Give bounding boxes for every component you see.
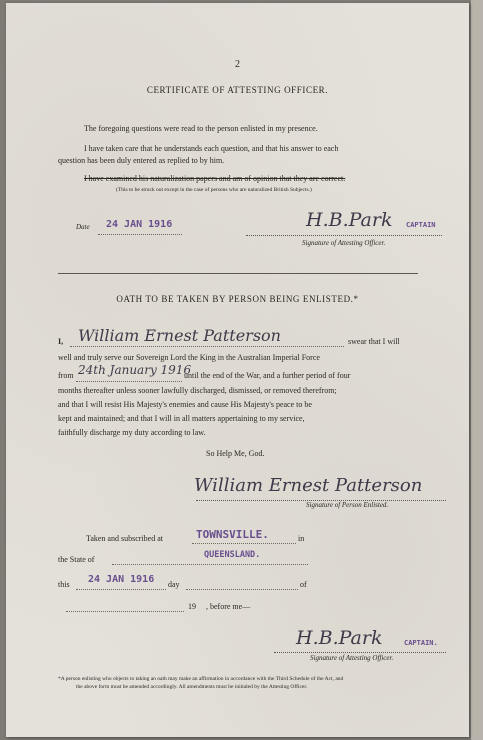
of-label: of <box>300 580 307 589</box>
oath-line-1-end: swear that I will <box>348 337 400 346</box>
oath-title: OATH TO BE TAKEN BY PERSON BEING ENLISTED.* <box>116 294 359 304</box>
year-prefix: 19 <box>188 602 196 611</box>
officer-rank-2: CAPTAIN. <box>404 639 438 647</box>
officer-signature-line-1 <box>246 235 442 236</box>
certificate-para-2a: I have taken care that he understands each question, and that his answer to each <box>84 144 339 153</box>
oath-closing: So Help Me, God. <box>206 449 265 458</box>
certificate-para-1: The foregoing questions were read to the person enlisted in my presence. <box>84 124 318 133</box>
day-label: day <box>168 580 180 589</box>
in-label: in <box>298 534 305 543</box>
month-line <box>186 589 298 590</box>
subscribed-place-stamp: TOWNSVILLE. <box>196 528 269 541</box>
officer-signature-line-2 <box>274 652 446 653</box>
state-label: the State of <box>58 555 95 564</box>
from-label: from <box>58 371 74 380</box>
place-line <box>192 543 296 544</box>
date-label: Date <box>76 223 90 231</box>
enlistee-signature: William Ernest Patterson <box>194 475 423 496</box>
officer-signature-caption-2: Signature of Attesting Officer. <box>310 654 394 662</box>
certificate-title: CERTIFICATE OF ATTESTING OFFICER. <box>146 85 329 95</box>
officer-signature-2: H.B.Park <box>296 627 383 649</box>
oath-line-3-end: until the end of the War, and a further period of four <box>184 371 351 380</box>
officer-signature-1: H.B.Park <box>306 209 393 231</box>
officer-rank-1: CAPTAIN <box>406 221 436 229</box>
document-page <box>6 3 469 737</box>
naturalization-note: (This to be struck out except in the case of persons who are naturalized British Subjects.) <box>116 187 312 193</box>
certificate-para-3-struck: I have examined his naturalization papers and am of opinion that they are correct. <box>84 174 346 183</box>
footnote-line-1: *A person enlisting who objects to taking an oath may make an affirmation in accordance with the Third Schedule of the Act, and <box>58 676 344 682</box>
year-prefix-line <box>66 611 184 612</box>
from-date-line <box>76 381 182 382</box>
enlistee-signature-caption: Signature of Person Enlisted. <box>306 501 389 509</box>
oath-line-5: and that I will resist His Majesty's enemies and cause His Majesty's peace to be <box>58 400 312 409</box>
date-line <box>98 234 182 235</box>
footnote-line-2: the above form must be amended accordingly. All amendments must be initialed by the Attesting Officer. <box>76 684 308 690</box>
enlistee-name-handwritten: William Ernest Patterson <box>78 326 281 345</box>
from-date-handwritten: 24th January 1916 <box>78 363 192 377</box>
state-line <box>112 564 308 565</box>
subscribed-date-stamp: 24 JAN 1916 <box>88 574 155 585</box>
page-number: 2 <box>235 59 240 70</box>
state-stamp: QUEENSLAND. <box>204 550 261 560</box>
oath-line-6: kept and maintained; and that I will in all matters appertaining to my service, <box>58 414 305 423</box>
section-divider <box>58 273 418 274</box>
oath-pronoun: I, <box>58 337 64 346</box>
this-date-line <box>76 589 166 590</box>
name-line <box>70 346 344 347</box>
before-me-label: , before me— <box>206 602 251 611</box>
oath-line-4: months thereafter unless sooner lawfully discharged, dismissed, or removed therefrom; <box>58 386 337 395</box>
officer-signature-caption-1: Signature of Attesting Officer. <box>302 239 386 247</box>
this-label: this <box>58 580 70 589</box>
subscribed-label: Taken and subscribed at <box>86 534 163 543</box>
page-edge <box>471 0 483 740</box>
certificate-para-2b: question has been duly entered as replied to by him. <box>58 156 225 165</box>
date-stamp: 24 JAN 1916 <box>106 219 173 230</box>
oath-line-7: faithfully discharge my duty according to law. <box>58 428 206 437</box>
oath-line-2: well and truly serve our Sovereign Lord the King in the Australian Imperial Force <box>58 353 320 362</box>
